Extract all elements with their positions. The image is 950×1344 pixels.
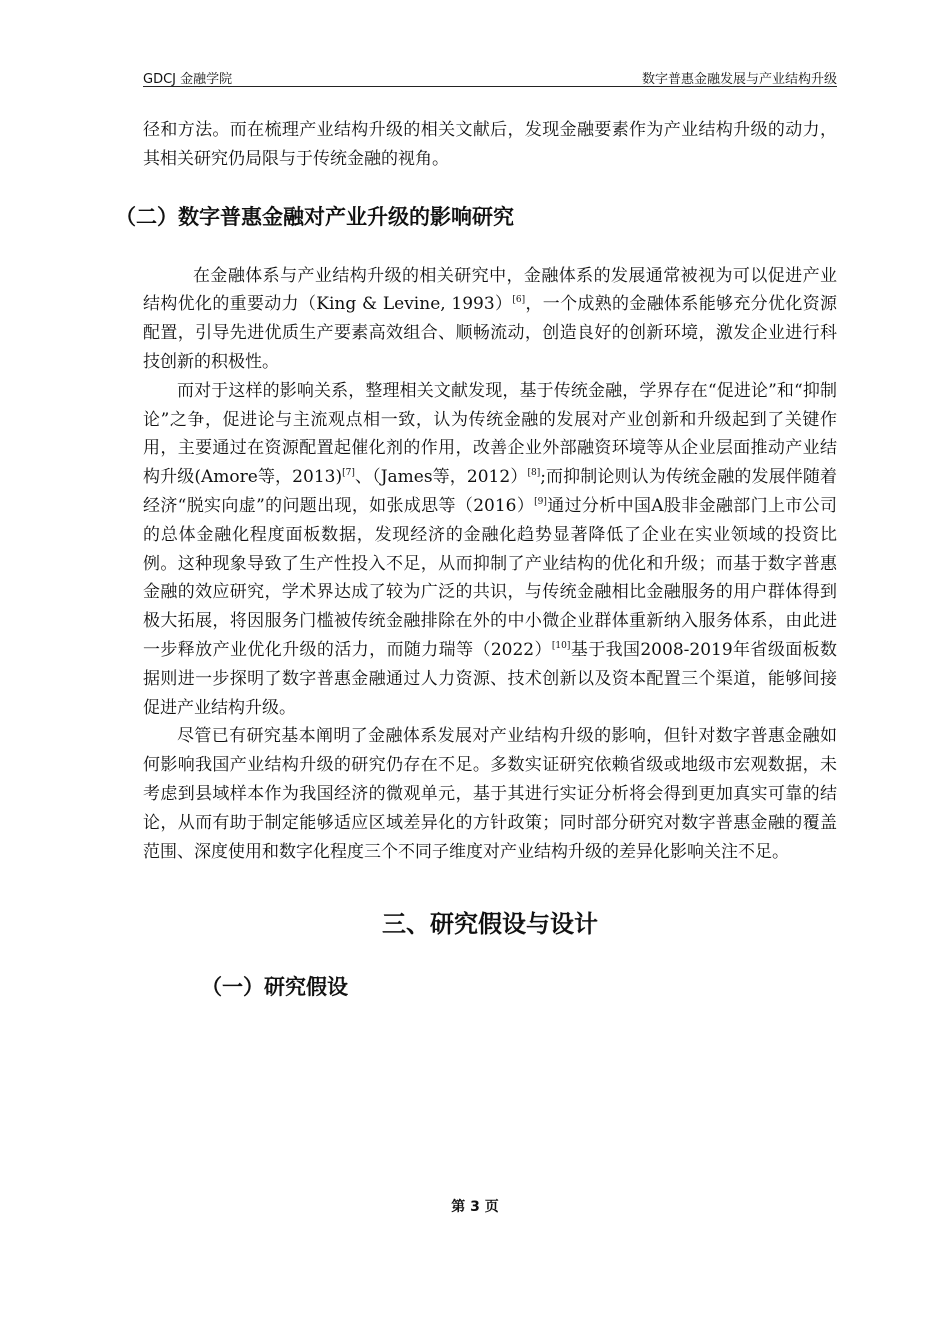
- subsection-heading-3-1: （一）研究假设: [201, 975, 348, 1000]
- paragraph-2-text-b: 、（James等，2012）: [354, 467, 528, 488]
- paragraph-2-text-c: ;而抑制论则认为传统金融的发展伴随着经济“脱实向虚”的问题出现，如张成思等（2016）: [143, 467, 838, 516]
- citation-ref: [8]: [527, 468, 541, 479]
- paragraph-1: [143, 262, 837, 377]
- citation-ref: [10]: [551, 640, 571, 651]
- paragraph-2-text-d: 通过分析中国A股非金融部门上市公司的总体金融化程度面板数据，发现经济的金融化趋势显著降低了企业在实业领域的投资比例。这种现象导致了生产性投入不足，从而抑制了产业结构的优化和升级；而基于数字普惠金融的效应研究，学术界达成了较为广泛的共识，与传统金融相比金融服务的用户群体得到极大拓展，将因服务门槛被传统金融排除在外的中小微企业群体重新纳入服务体系，由此进一步释放产业优化升级的活力，而随力瑞等（2022）: [143, 495, 837, 660]
- page-body: [115, 116, 838, 1001]
- paragraph-2: [143, 377, 837, 723]
- citation-ref: [7]: [342, 468, 355, 479]
- running-header: [143, 66, 837, 86]
- paragraph-2-text-a: 而对于这样的影响关系，整理相关文献发现，基于传统金融，学界存在“促进论”和“抑制论”之争，促进论与主流观点相一致，认为传统金融的发展对产业创新和升级起到了关键作用，主要通过在资源配置起催化剂的作用，改善企业外部融资环境等从企业层面推动产业结构升级(Amore等，2013): [143, 380, 837, 488]
- citation-ref: [6]: [512, 295, 526, 306]
- paragraph-intro: 径和方法。而在梳理产业结构升级的相关文献后，发现金融要素作为产业结构升级的动力，其相关研究仍局限与于传统金融的视角。: [143, 120, 837, 169]
- header-institution: GDCJ 金融学院: [143, 72, 233, 87]
- paragraph-1-text-a: 在金融体系与产业结构升级的相关研究中，金融体系的发展通常被视为可以促进产业结构优化的重要动力（King & Levine, 1993）: [143, 265, 837, 315]
- header-rule: [143, 86, 837, 87]
- citation-ref: [9]: [534, 496, 547, 507]
- page-number: 第 3 页: [451, 1199, 499, 1215]
- section-heading-2: （二）数字普惠金融对产业升级的影响研究: [115, 204, 514, 229]
- paragraph-2-text-e: 基于我国2008-2019年省级面板数据则进一步探明了数字普惠金融通过人力资源、技术创新以及资本配置三个渠道，能够间接促进产业结构升级。: [143, 639, 838, 718]
- chapter-heading-3: 三、研究假设与设计: [382, 910, 598, 939]
- paragraph-3: 尽管已有研究基本阐明了金融体系发展对产业结构升级的影响，但针对数字普惠金融如何影响我国产业结构升级的研究仍存在不足。多数实证研究依赖省级或地级市宏观数据，未考虑到县域样本作为我国经济的微观单元，基于其进行实证分析将会得到更加真实可靠的结论，从而有助于制定能够适应区域差异化的方针政策；同时部分研究对数字普惠金融的覆盖范围、深度使用和数字化程度三个不同子维度对产业结构升级的差异化影响关注不足。: [143, 726, 837, 862]
- header-title: 数字普惠金融发展与产业结构升级: [641, 72, 837, 87]
- paragraph-1-text-b: ，一个成熟的金融体系能够充分优化资源配置，引导先进优质生产要素高效组合、顺畅流动，创造良好的创新环境，激发企业进行科技创新的积极性。: [143, 294, 838, 372]
